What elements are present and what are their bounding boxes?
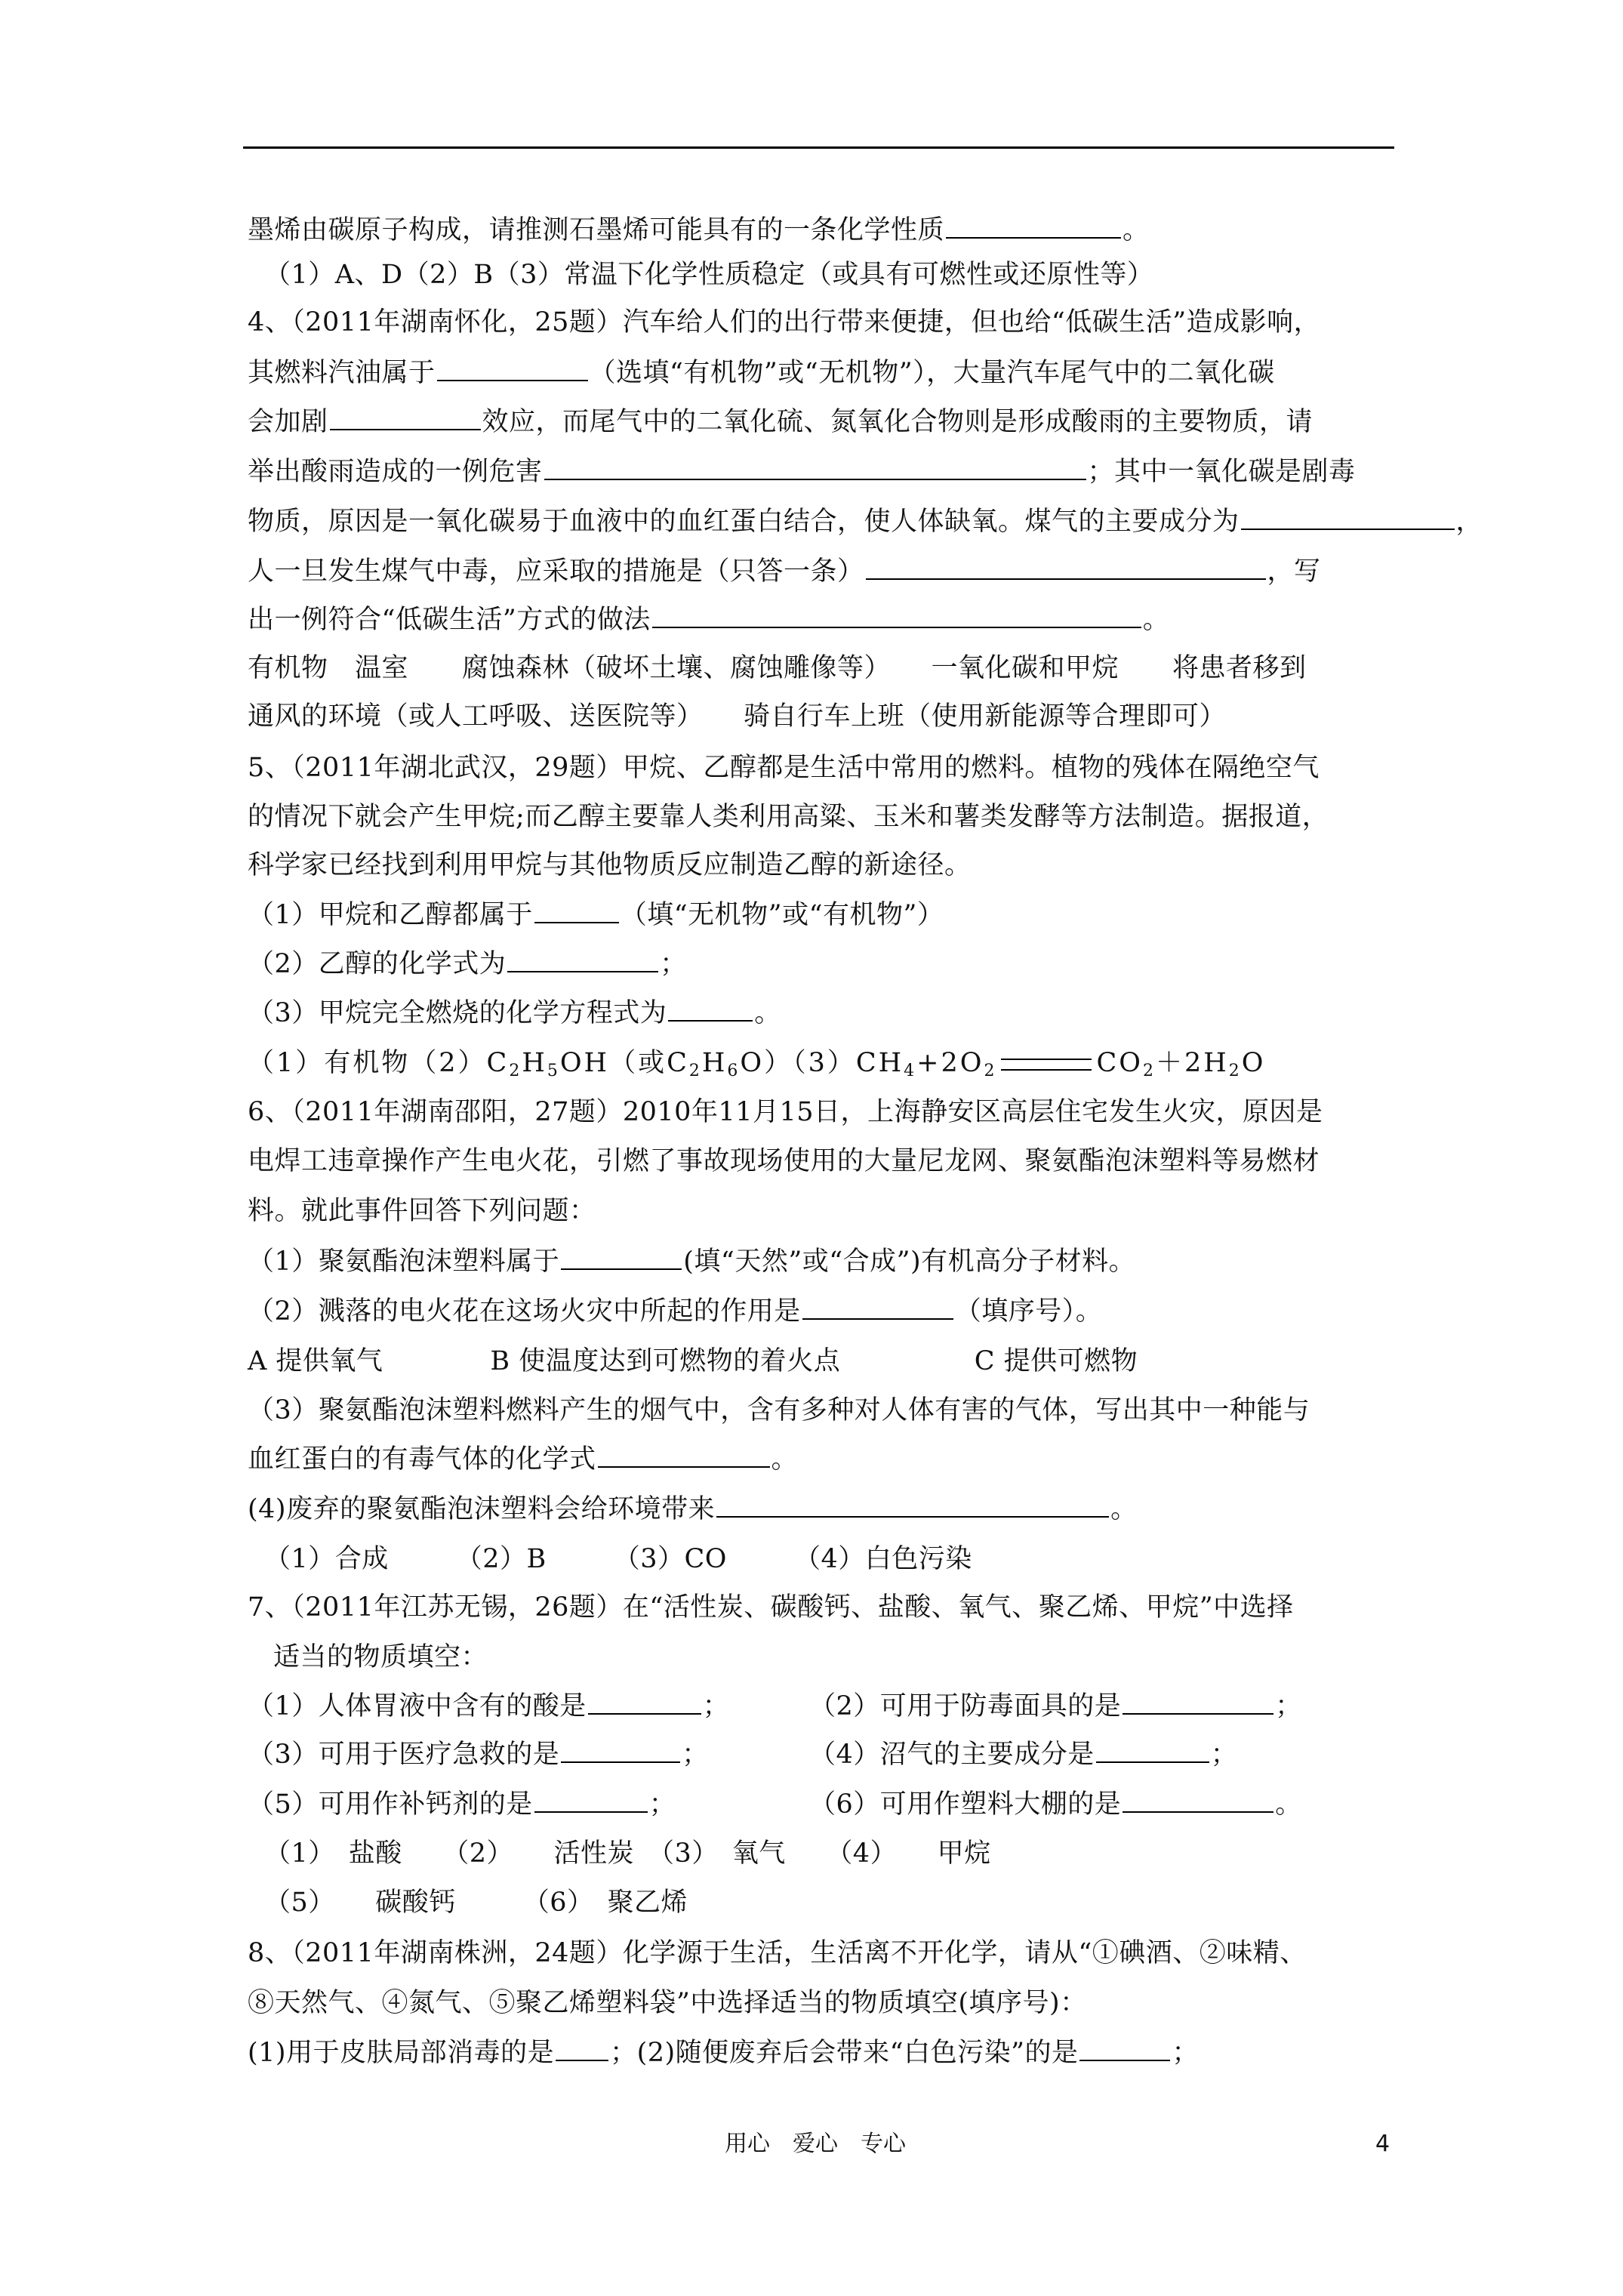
text-line: （1）甲烷和乙醇都属于 （填“无机物”或“有机物”） <box>248 900 944 930</box>
question-heading: 5、（2011年湖北武汉，29题）甲烷、乙醇都是生活中常用的燃料。植物的残体在隔绝空气 <box>248 753 1320 783</box>
footer-slogan: 用心 爱心 专心 <box>725 2131 906 2157</box>
answer-blank <box>1123 1690 1273 1715</box>
text-line: （6）可用作塑料大棚的是 。 <box>809 1789 1302 1820</box>
text-line: （3）甲烷完全燃烧的化学方程式为 。 <box>248 998 781 1028</box>
text-line: 科学家已经找到利用甲烷与其他物质反应制造乙醇的新途径。 <box>248 850 972 880</box>
text-line: 人一旦发生煤气中毒，应采取的措施是（只答一条） ，写 <box>248 556 1321 587</box>
answer-blank <box>534 899 619 923</box>
question-heading: 8、（2011年湖南株洲，24题）化学源于生活，生活离不开化学，请从“①碘酒、②味精、 <box>248 1938 1307 1968</box>
answer-blank <box>716 1493 1109 1518</box>
text-line: 电焊工违章操作产生电火花，引燃了事故现场使用的大量尼龙网、聚氨酯泡沫塑料等易燃材 <box>248 1146 1320 1176</box>
answer-blank <box>802 1296 953 1320</box>
answer-line: （1）A、D（2）B（3）常温下化学性质稳定（或具有可燃性或还原性等） <box>264 260 1154 290</box>
answer-blank <box>1123 1789 1273 1813</box>
text-line: 适当的物质填空： <box>273 1642 488 1672</box>
text-line: 出一例符合“低碳生活”方式的做法 。 <box>248 605 1170 635</box>
answer-blank <box>1079 2037 1170 2061</box>
answer-blank <box>544 456 1086 480</box>
question-heading: 6、（2011年湖南邵阳，27题）2010年11月15日，上海静安区高层住宅发生火灾，原因是 <box>248 1097 1323 1127</box>
answer-blank <box>534 1789 648 1813</box>
equals-sign-icon <box>1001 1059 1092 1071</box>
text-line: ⑧天然气、④氮气、⑤聚乙烯塑料袋”中选择适当的物质填空(填序号)： <box>248 1988 1087 2018</box>
answer-line: （1）有机物$(2)C_2H_5OH$（或$C_2H_6O)(3)CH_4+2O_2$ $CO_2+2H_2O$ <box>248 1048 1266 1080</box>
answer-blank <box>1096 1739 1209 1763</box>
answer-blank <box>946 214 1121 239</box>
text-line: （3）聚氨酯泡沫塑料燃料产生的烟气中，含有多种对人体有害的气体，写出其中一种能与 <box>248 1395 1310 1425</box>
question-heading: 7、（2011年江苏无锡，26题）在“活性炭、碳酸钙、盐酸、氧气、聚乙烯、甲烷”中选择 <box>248 1592 1294 1623</box>
answer-blank <box>561 1739 680 1763</box>
text-line: 料。就此事件回答下列问题： <box>248 1196 596 1226</box>
text-line: 举出酸雨造成的一例危害 ；其中一氧化碳是剧毒 <box>248 457 1356 487</box>
answer-blank <box>330 406 481 430</box>
text-line: （2）可用于防毒面具的是 ； <box>809 1691 1302 1721</box>
page-number: 4 <box>1375 2131 1390 2157</box>
header-rule <box>243 146 1394 149</box>
text-line: 会加剧 效应，而尾气中的二氧化硫、氮氧化合物则是形成酸雨的主要物质，请 <box>248 407 1313 437</box>
text-line: 其燃料汽油属于 （选填“有机物”或“无机物”），大量汽车尾气中的二氧化碳 <box>248 358 1275 388</box>
text-line: 物质，原因是一氧化碳易于血液中的血红蛋白结合，使人体缺氧。煤气的主要成分为 ， <box>248 507 1483 537</box>
text-line: 的情况下就会产生甲烷;而乙醇主要靠人类利用高粱、玉米和薯类发酵等方法制造。据报道， <box>248 802 1329 832</box>
answer-blank <box>598 1444 770 1468</box>
answer-line: 通风的环境（或人工呼吸、送医院等） 骑自行车上班（使用新能源等合理即可） <box>248 701 1227 732</box>
question-heading: 4、（2011年湖南怀化，25题）汽车给人们的出行带来便捷，但也给“低碳生活”造成影响， <box>248 307 1321 337</box>
answer-blank <box>507 948 658 972</box>
answer-blank <box>556 2037 608 2061</box>
text-line: 血红蛋白的有毒气体的化学式 。 <box>248 1444 799 1475</box>
answer-line: （1）合成 （2）B （3）CO （4）白色污染 <box>264 1544 972 1574</box>
text-line: 墨烯由碳原子构成，请推测石墨烯可能具有的一条化学性质 。 <box>248 215 1150 245</box>
text-line: （3）可用于医疗急救的是 ； <box>248 1740 709 1770</box>
answer-line: 有机物 温室 腐蚀森林（破坏土壤、腐蚀雕像等） 一氧化碳和甲烷 将患者移到 <box>248 653 1307 683</box>
text-line: （4）沼气的主要成分是 ； <box>809 1740 1238 1770</box>
answer-line: （5） 碳酸钙 （6） 聚乙烯 <box>264 1888 688 1918</box>
answer-blank <box>668 997 753 1022</box>
answer-line: （1） 盐酸 （2） 活性炭 （3） 氧气 （4） 甲烷 <box>264 1838 991 1869</box>
options-line: A 提供氧气 B 使温度达到可燃物的着火点 C 提供可燃物 <box>248 1346 1138 1376</box>
text-line: （5）可用作补钙剂的是 ； <box>248 1789 676 1820</box>
text-line: （1）聚氨酯泡沫塑料属于 (填“天然”或“合成”)有机高分子材料。 <box>248 1247 1136 1277</box>
text-line: （2）溅落的电火花在这场火灾中所起的作用是 （填序号）。 <box>248 1296 1103 1327</box>
answer-blank <box>866 556 1266 580</box>
text-line: (1)用于皮肤局部消毒的是 ；(2)随便废弃后会带来“白色污染”的是 ； <box>248 2038 1199 2068</box>
text-line: （2）乙醇的化学式为 ； <box>248 949 687 979</box>
text-line: （1）人体胃液中含有的酸是 ； <box>248 1691 730 1721</box>
answer-blank <box>652 604 1141 628</box>
answer-blank <box>437 357 588 381</box>
text-line: (4)废弃的聚氨酯泡沫塑料会给环境带来 。 <box>248 1494 1138 1524</box>
answer-blank <box>561 1246 682 1270</box>
answer-blank <box>588 1690 701 1715</box>
answer-blank <box>1241 506 1455 530</box>
